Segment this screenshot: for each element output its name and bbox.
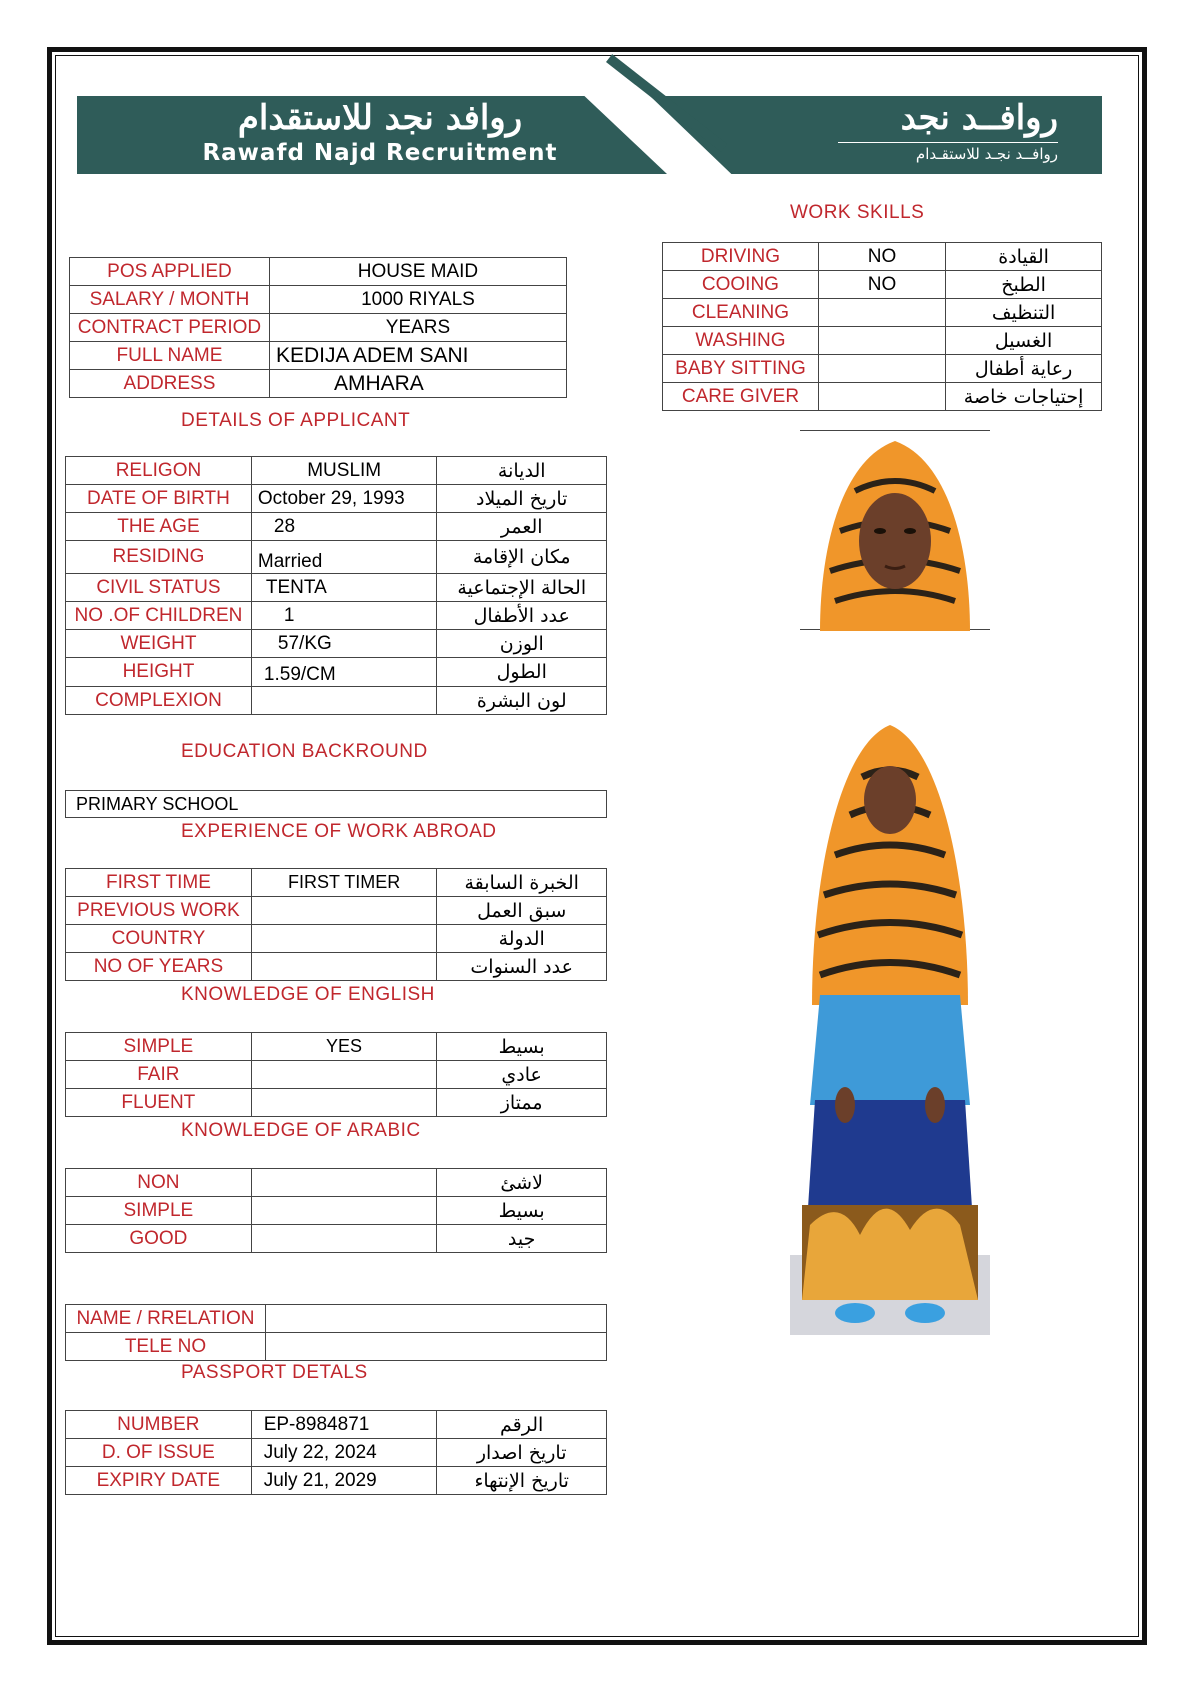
applicant-value: 57/KG bbox=[251, 630, 437, 658]
skill-value bbox=[818, 327, 945, 355]
passport-heading: PASSPORT DETALS bbox=[181, 1362, 368, 1383]
relation-table bbox=[65, 1304, 607, 1361]
relation-value bbox=[265, 1305, 606, 1333]
table-row bbox=[663, 271, 1102, 299]
experience-label: NO OF YEARS bbox=[66, 953, 252, 981]
work-skills-table bbox=[662, 242, 1102, 411]
table-row bbox=[66, 1305, 607, 1333]
skill-label: CLEANING bbox=[663, 299, 819, 327]
skill-label-arabic: التنظيف bbox=[946, 299, 1102, 327]
applicant-table bbox=[65, 456, 607, 715]
experience-label-arabic: سبق العمل bbox=[437, 897, 607, 925]
arabic-table bbox=[65, 1168, 607, 1253]
full-body-photo bbox=[790, 725, 990, 1335]
applicant-heading: DETAILS OF APPLICANT bbox=[181, 410, 411, 431]
arabic-label: SIMPLE bbox=[66, 1197, 252, 1225]
table-row bbox=[70, 286, 567, 314]
experience-table bbox=[65, 868, 607, 981]
passport-label-arabic: تاريخ الإنتهاء bbox=[437, 1467, 607, 1495]
table-row bbox=[663, 327, 1102, 355]
full-name-value: KEDIJA ADEM SANI bbox=[269, 342, 566, 370]
position-value: YEARS bbox=[269, 314, 566, 342]
passport-label: D. OF ISSUE bbox=[66, 1439, 252, 1467]
applicant-label: CIVIL STATUS bbox=[66, 574, 252, 602]
address-value: AMHARA bbox=[269, 370, 566, 398]
applicant-label-arabic: الحالة الإجتماعية bbox=[437, 574, 607, 602]
position-value: 1000 RIYALS bbox=[269, 286, 566, 314]
passport-label: NUMBER bbox=[66, 1411, 252, 1439]
position-label: CONTRACT PERIOD bbox=[70, 314, 270, 342]
company-logo-subtitle: روافــد نجـد للاستقـدام bbox=[838, 142, 1058, 163]
experience-label-arabic: الدولة bbox=[437, 925, 607, 953]
experience-value: FIRST TIMER bbox=[251, 869, 436, 897]
passport-value: EP-8984871 bbox=[251, 1411, 437, 1439]
applicant-value bbox=[251, 687, 437, 715]
company-logo: روافــد نجد bbox=[900, 98, 1058, 138]
applicant-label: RELIGON bbox=[66, 457, 252, 485]
experience-label: FIRST TIME bbox=[66, 869, 252, 897]
arabic-label: NON bbox=[66, 1169, 252, 1197]
passport-table bbox=[65, 1410, 607, 1495]
relation-label: NAME / RRELATION bbox=[66, 1305, 266, 1333]
skill-label: BABY SITTING bbox=[663, 355, 819, 383]
table-row bbox=[66, 457, 607, 485]
applicant-label: WEIGHT bbox=[66, 630, 252, 658]
table-row bbox=[66, 602, 607, 630]
applicant-value: 28 bbox=[251, 513, 437, 541]
skill-value bbox=[818, 383, 945, 411]
applicant-label: RESIDING bbox=[66, 541, 252, 574]
applicant-value: October 29, 1993 bbox=[251, 485, 437, 513]
skill-label-arabic: الغسيل bbox=[946, 327, 1102, 355]
passport-value: July 21, 2029 bbox=[251, 1467, 437, 1495]
table-row bbox=[66, 658, 607, 687]
table-row bbox=[663, 383, 1102, 411]
table-row bbox=[66, 541, 607, 574]
table-row bbox=[66, 1169, 607, 1197]
table-row bbox=[70, 370, 567, 398]
english-value bbox=[251, 1089, 437, 1117]
education-heading: EDUCATION BACKROUND bbox=[181, 741, 428, 762]
experience-heading: EXPERIENCE OF WORK ABROAD bbox=[181, 821, 497, 842]
position-label: SALARY / MONTH bbox=[70, 286, 270, 314]
skill-label-arabic: الطبخ bbox=[946, 271, 1102, 299]
arabic-label: GOOD bbox=[66, 1225, 252, 1253]
table-row bbox=[66, 953, 607, 981]
arabic-label-arabic: لاشئ bbox=[437, 1169, 607, 1197]
position-label: ADDRESS bbox=[70, 370, 270, 398]
applicant-label: DATE OF BIRTH bbox=[66, 485, 252, 513]
passport-label-arabic: الرقم bbox=[437, 1411, 607, 1439]
english-table bbox=[65, 1032, 607, 1117]
position-value: HOUSE MAID bbox=[269, 258, 566, 286]
skill-label: CARE GIVER bbox=[663, 383, 819, 411]
position-label: FULL NAME bbox=[70, 342, 270, 370]
brand-name-arabic: روافد نجد للاستقدام bbox=[237, 98, 523, 138]
table-row bbox=[663, 243, 1102, 271]
table-row bbox=[66, 897, 607, 925]
table-row bbox=[66, 513, 607, 541]
position-label: POS APPLIED bbox=[70, 258, 270, 286]
applicant-value: 1.59/CM bbox=[251, 658, 437, 687]
english-heading: KNOWLEDGE OF ENGLISH bbox=[181, 984, 435, 1005]
table-row bbox=[66, 1089, 607, 1117]
passport-value: July 22, 2024 bbox=[251, 1439, 437, 1467]
table-row bbox=[66, 1061, 607, 1089]
skill-value: NO bbox=[818, 243, 945, 271]
table-row bbox=[663, 355, 1102, 383]
english-label: FLUENT bbox=[66, 1089, 252, 1117]
applicant-value: Married bbox=[251, 541, 437, 574]
experience-label: PREVIOUS WORK bbox=[66, 897, 252, 925]
passport-label: EXPIRY DATE bbox=[66, 1467, 252, 1495]
skill-label-arabic: القيادة bbox=[946, 243, 1102, 271]
brand-name-english: Rawafd Najd Recruitment bbox=[202, 140, 558, 166]
applicant-label: NO .OF CHILDREN bbox=[66, 602, 252, 630]
table-row bbox=[66, 1225, 607, 1253]
applicant-label: HEIGHT bbox=[66, 658, 252, 687]
skill-label-arabic: إحتياجات خاصة bbox=[946, 383, 1102, 411]
passport-label-arabic: تاريخ اصدار bbox=[437, 1439, 607, 1467]
experience-label: COUNTRY bbox=[66, 925, 252, 953]
headshot-illustration bbox=[800, 431, 990, 631]
relation-label: TELE NO bbox=[66, 1333, 266, 1361]
table-row bbox=[70, 314, 567, 342]
applicant-label-arabic: مكان الإقامة bbox=[437, 541, 607, 574]
applicant-label-arabic: لون البشرة bbox=[437, 687, 607, 715]
table-row bbox=[66, 574, 607, 602]
skill-value: NO bbox=[818, 271, 945, 299]
experience-value bbox=[251, 897, 436, 925]
english-value bbox=[251, 1061, 437, 1089]
work-skills-heading: WORK SKILLS bbox=[790, 202, 925, 223]
table-row bbox=[66, 1439, 607, 1467]
applicant-value: MUSLIM bbox=[251, 457, 437, 485]
table-row bbox=[66, 1411, 607, 1439]
experience-label-arabic: عدد السنوات bbox=[437, 953, 607, 981]
arabic-value bbox=[251, 1169, 437, 1197]
experience-label-arabic: الخبرة السابقة bbox=[437, 869, 607, 897]
education-value: PRIMARY SCHOOL bbox=[65, 790, 607, 818]
applicant-label: COMPLEXION bbox=[66, 687, 252, 715]
table-row bbox=[66, 925, 607, 953]
position-table bbox=[69, 257, 567, 398]
full-body-illustration bbox=[790, 725, 990, 1335]
arabic-label-arabic: بسيط bbox=[437, 1197, 607, 1225]
table-row bbox=[66, 687, 607, 715]
skill-value bbox=[818, 299, 945, 327]
applicant-label-arabic: الطول bbox=[437, 658, 607, 687]
table-row bbox=[70, 258, 567, 286]
table-row bbox=[66, 485, 607, 513]
applicant-label-arabic: العمر bbox=[437, 513, 607, 541]
headshot-photo bbox=[800, 430, 990, 630]
applicant-label-arabic: عدد الأطفال bbox=[437, 602, 607, 630]
table-row bbox=[66, 1467, 607, 1495]
skill-label: DRIVING bbox=[663, 243, 819, 271]
skill-label-arabic: رعاية أطفال bbox=[946, 355, 1102, 383]
applicant-value: TENTA bbox=[251, 574, 437, 602]
english-label: SIMPLE bbox=[66, 1033, 252, 1061]
applicant-label-arabic: الديانة bbox=[437, 457, 607, 485]
skill-label: COOING bbox=[663, 271, 819, 299]
applicant-label-arabic: تاريخ الميلاد bbox=[437, 485, 607, 513]
arabic-value bbox=[251, 1225, 437, 1253]
table-row bbox=[66, 630, 607, 658]
table-row bbox=[66, 869, 607, 897]
english-label-arabic: عادي bbox=[437, 1061, 607, 1089]
table-row bbox=[66, 1033, 607, 1061]
experience-value bbox=[251, 953, 436, 981]
english-label-arabic: بسيط bbox=[437, 1033, 607, 1061]
english-label-arabic: ممتاز bbox=[437, 1089, 607, 1117]
applicant-label-arabic: الوزن bbox=[437, 630, 607, 658]
english-value: YES bbox=[251, 1033, 437, 1061]
applicant-label: THE AGE bbox=[66, 513, 252, 541]
arabic-label-arabic: جيد bbox=[437, 1225, 607, 1253]
skill-value bbox=[818, 355, 945, 383]
arabic-value bbox=[251, 1197, 437, 1225]
relation-value bbox=[265, 1333, 606, 1361]
table-row bbox=[66, 1333, 607, 1361]
experience-value bbox=[251, 925, 436, 953]
applicant-value: 1 bbox=[251, 602, 437, 630]
arabic-heading: KNOWLEDGE OF ARABIC bbox=[181, 1120, 421, 1141]
skill-label: WASHING bbox=[663, 327, 819, 355]
table-row bbox=[70, 342, 567, 370]
table-row bbox=[66, 1197, 607, 1225]
english-label: FAIR bbox=[66, 1061, 252, 1089]
table-row bbox=[663, 299, 1102, 327]
